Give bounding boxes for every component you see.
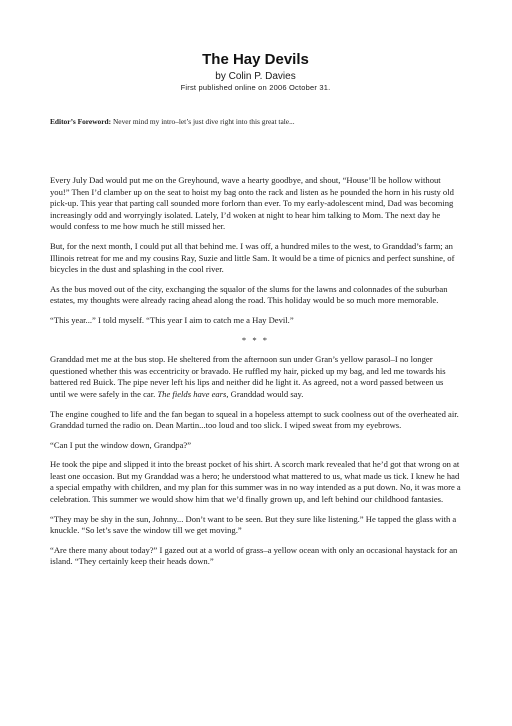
paragraph-5-part-a: Granddad met me at the bus stop. He sheltered from the afternoon sun under Gran’s yellow parasol–I no longer questioned whether this was eccentricity or bravado. He ruffled my hair, picked up my bag, and led me towards his battered red Buick. The pipe never left his lips and neither did he light it. As agreed, not a word passed between us until we were safely in the car.	[50, 354, 446, 399]
paragraph-1: Every July Dad would put me on the Greyhound, wave a hearty goodbye, and shout, “House’ll be hollow without you!” Then I’d clamber up on the seat to hoist my bag onto the rack and listen as he pounded the horn in his rusty old pick-up. This year that parting call sounded more forlorn than ever. To my early-adolescent mind, Dad was becoming increasingly odd and worryingly isolated. Lately, I’d woken at night to hear him talking to Mom. The next day he would confess to me how much he still missed her.	[50, 175, 454, 232]
editor-foreword	[50, 117, 461, 127]
paragraph-9: “They may be shy in the sun, Johnny... Don’t want to be seen. But they sure like listening.” He tapped the glass with a knuckle. “So let’s save the window till we get moving.”	[50, 513, 457, 536]
publication-date: First published online on 2006 October 31.	[180, 83, 331, 92]
paragraph-5	[50, 354, 461, 400]
paragraph-5-emphasis: The fields have ears	[157, 388, 227, 399]
foreword-label: Editor’s Foreword:	[50, 117, 112, 126]
story-header	[50, 0, 461, 93]
section-separator: * * *	[241, 334, 270, 345]
paragraph-8: He took the pipe and slipped it into the breast pocket of his shirt. A scorch mark revealed that he’d got that wrong on at least one occasion. But my Granddad was a hero; he understood what mattered to us, what made us tick. I knew he had a special empathy with children, and my plan for this summer was in no way intended as a put down. No, it was more a celebration. This summer we would show him that we’d finally grown up, and left behind our childhood fantasies.	[50, 459, 461, 505]
story-title: The Hay Devils	[202, 51, 309, 68]
paragraph-2: But, for the next month, I could put all that behind me. I was off, a hundred miles to the west, to Granddad’s farm; an Illinois retreat for me and my cousins Ray, Suzie and little Sam. It would be a time of picnics and perfect sunshine, of bicycles in the dust and splashing in the cool river.	[50, 240, 455, 275]
story-body	[50, 175, 461, 568]
paragraph-6: The engine coughed to life and the fan began to squeal in a hopeless attempt to suck coolness out of the overheated air. Granddad turned the radio on. Dean Martin...too loud and too slick. I wiped sweat from my eyebrows.	[50, 408, 459, 431]
story-author: by Colin P. Davies	[215, 71, 296, 82]
paragraph-10: “Are there many about today?” I gazed out at a world of grass–a yellow ocean with only an occasional haystack for an island. “They certainly keep their heads down.”	[50, 544, 458, 567]
foreword-text: Never mind my intro–let’s just dive right into this great tale...	[111, 117, 295, 126]
paragraph-7: “Can I put the window down, Grandpa?”	[50, 439, 192, 450]
paragraph-4: “This year...” I told myself. “This year I aim to catch me a Hay Devil.”	[50, 314, 294, 325]
paragraph-5-part-b: , Granddad would say.	[226, 388, 304, 399]
paragraph-3: As the bus moved out of the city, exchanging the squalor of the slums for the lawns and colonnades of the suburban estates, my thoughts were already racing ahead along the road. This holiday would be so much more memorable.	[50, 283, 448, 306]
